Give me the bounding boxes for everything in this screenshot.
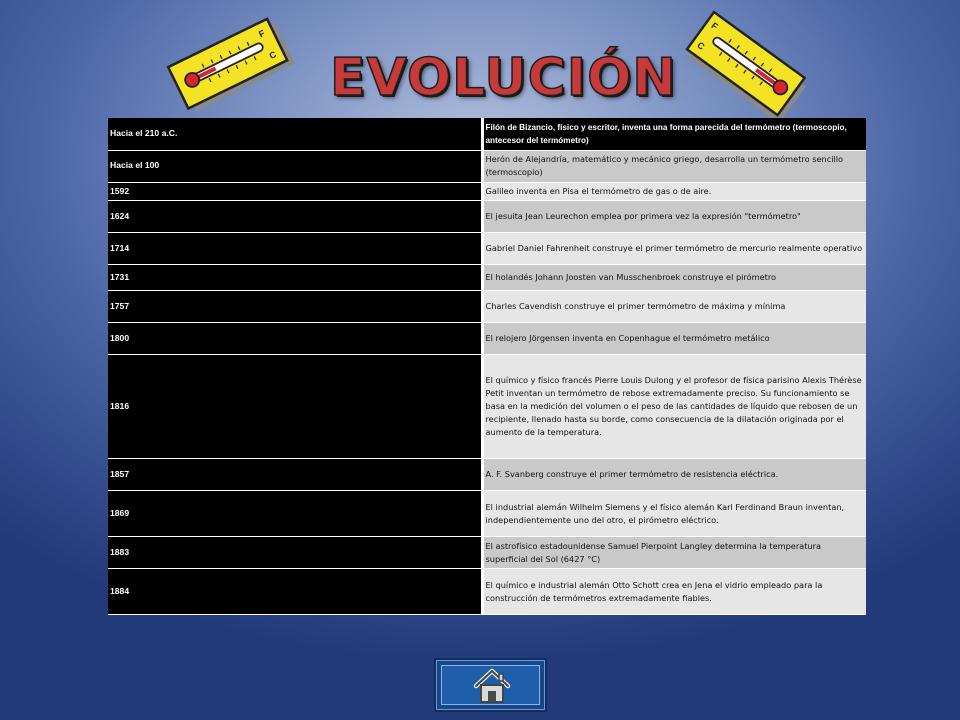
timeline-table — [108, 118, 866, 615]
timeline-row — [108, 355, 866, 459]
timeline-row — [108, 291, 866, 323]
timeline-row — [108, 150, 866, 182]
timeline-row — [108, 491, 866, 537]
timeline-event: El relojero Jörgensen inventa en Copenhague el termómetro metálico — [482, 323, 866, 355]
timeline-year: 1816 — [108, 355, 482, 459]
timeline-year: 1714 — [108, 233, 482, 265]
timeline-row — [108, 201, 866, 233]
timeline-body — [108, 118, 866, 615]
timeline-year: 1869 — [108, 491, 482, 537]
timeline-row — [108, 118, 866, 150]
timeline-event: Galileo inventa en Pisa el termómetro de gas o de aire. — [482, 182, 866, 201]
timeline-year: 1731 — [108, 265, 482, 291]
timeline-row — [108, 182, 866, 201]
timeline-event: El químico e industrial alemán Otto Schott crea en Jena el vidrio empleado para la construcción de termómetros extremadamente fiables. — [482, 569, 866, 615]
timeline-row — [108, 459, 866, 491]
timeline-row — [108, 265, 866, 291]
timeline-row — [108, 323, 866, 355]
timeline-event: El jesuita Jean Leurechon emplea por primera vez la expresión "termómetro" — [482, 201, 866, 233]
thermo-scale-f: F — [257, 28, 267, 40]
slide-title: EVOLUCIÓN — [330, 48, 677, 108]
timeline-year: Hacia el 100 — [108, 150, 482, 182]
timeline-year: 1592 — [108, 182, 482, 201]
timeline-event: El astrofísico estadounidense Samuel Pierpoint Langley determina la temperatura superficial del Sol (6427 °C) — [482, 537, 866, 569]
timeline-event: Gabriel Daniel Fahrenheit construye el primer termómetro de mercurio realmente operativo — [482, 233, 866, 265]
timeline-event: El holandés Johann Joosten van Musschenbroek construye el pirómetro — [482, 265, 866, 291]
home-icon — [472, 666, 512, 706]
timeline-year: 1857 — [108, 459, 482, 491]
timeline-year: 1624 — [108, 201, 482, 233]
timeline-event: El químico y físico francés Pierre Louis Dulong y el profesor de física parisino Alexis Thérèse Petit inventan un termómetro de rebose extremadamente preciso. Su funcionamiento se basa en la medición del volumen o el peso de las cantidades de líquido que rebosen de un recipiente, llenado hasta su borde, como consecuencia de la dilatación originada por el aumento de la temperatura. — [482, 355, 866, 459]
timeline-year: 1800 — [108, 323, 482, 355]
thermometer-icon-left — [155, 10, 295, 120]
home-button[interactable] — [434, 658, 547, 712]
timeline-event: Herón de Alejandría, matemático y mecánico griego, desarrolla un termómetro sencillo (termoscopio) — [482, 150, 866, 182]
timeline-row — [108, 233, 866, 265]
timeline-event: Charles Cavendish construye el primer termómetro de máxima y mínima — [482, 291, 866, 323]
timeline-event: A. F. Svanberg construye el primer termómetro de resistencia eléctrica. — [482, 459, 866, 491]
timeline-event: Filón de Bizancio, físico y escritor, inventa una forma parecida del termómetro (termoscopio, antecesor del termómetro) — [482, 118, 866, 150]
thermo-scale-c-right: C — [695, 39, 707, 52]
thermometer-icon-right — [670, 4, 820, 122]
timeline-year: 1883 — [108, 537, 482, 569]
timeline-year: 1757 — [108, 291, 482, 323]
timeline-event: El industrial alemán Wilhelm Siemens y el físico alemán Karl Ferdinand Braun inventan, independientemente uno del otro, el pirómetro eléctrico. — [482, 491, 866, 537]
thermo-scale-f-right: F — [709, 20, 720, 32]
timeline-row — [108, 537, 866, 569]
timeline-year: Hacia el 210 a.C. — [108, 118, 482, 150]
thermo-scale-c: C — [267, 49, 278, 61]
timeline-year: 1884 — [108, 569, 482, 615]
timeline-row — [108, 569, 866, 615]
